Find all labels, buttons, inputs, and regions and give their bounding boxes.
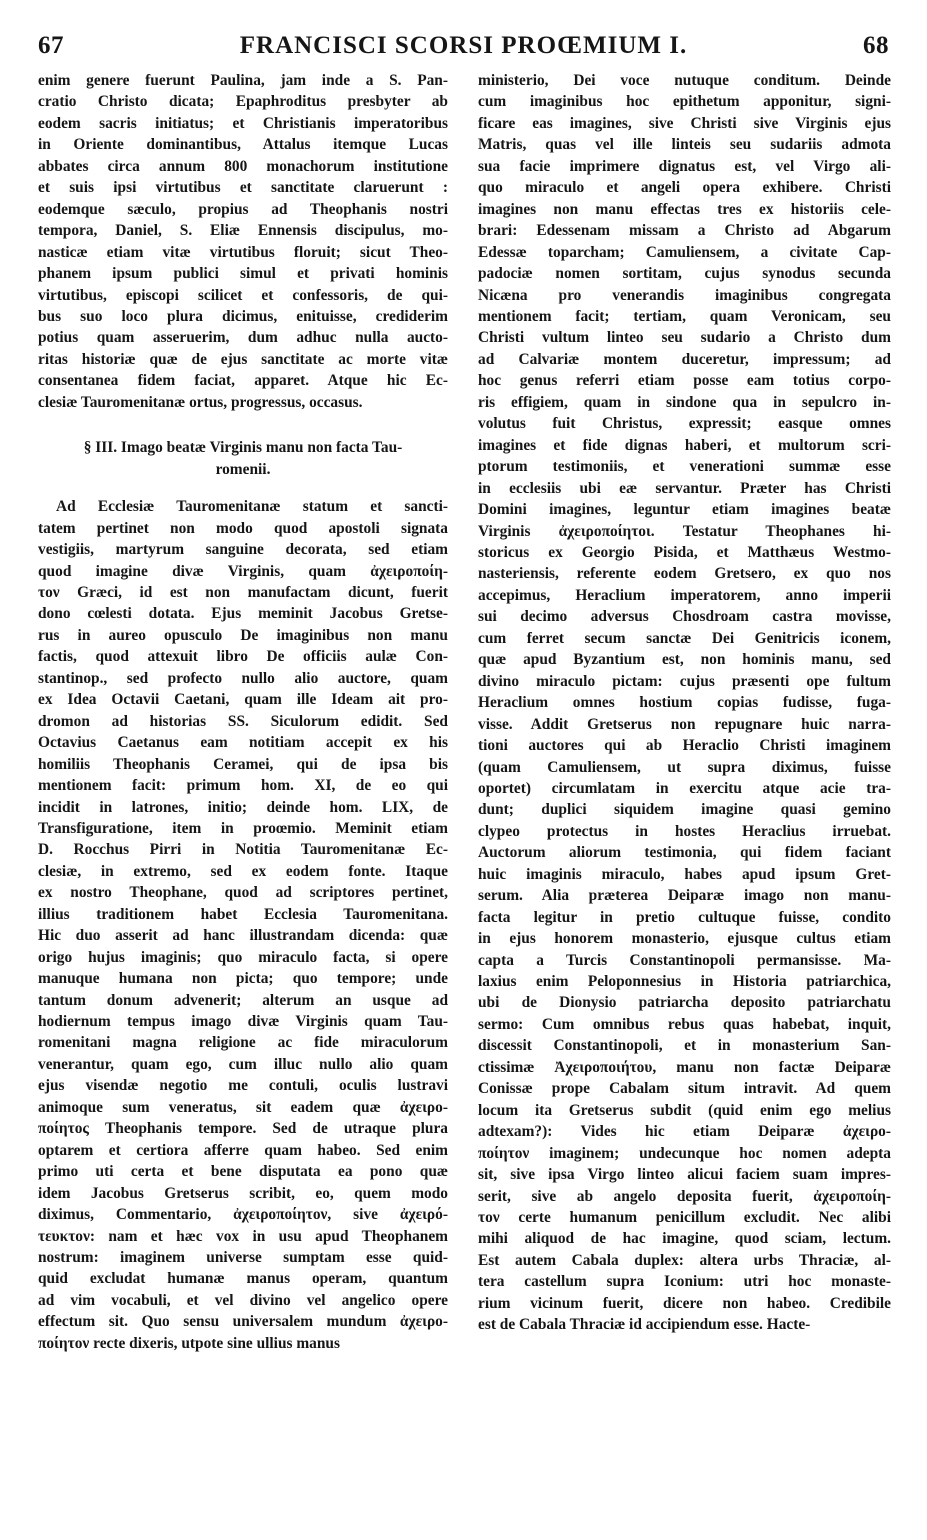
running-header — [38, 32, 889, 66]
text-line: eodemque sæculo, propius ad Theophanis nostri — [38, 200, 448, 218]
text-line: et suis ipsi virtutibus et sanctitate claruerunt : — [38, 179, 448, 197]
text-line: effectum sit. Quo sensu universalem mundum ἀχειρο- — [38, 1313, 448, 1331]
right-text-column — [478, 70, 891, 1336]
text-line: tantum donum advenerit; alterum an usque ad — [38, 991, 448, 1009]
text-line: Auctorum aliorum testimonia, qui fidem faciant — [478, 844, 891, 862]
section-heading-imago — [38, 437, 448, 480]
text-line: ubi de Dionysio patriarcha deposito patriarchatu — [478, 994, 891, 1012]
text-line: τευκτον: nam et hæc vox in usu apud Theophanem — [38, 1227, 448, 1245]
text-line: dromon ad historias SS. Siculorum edidit. Sed — [38, 712, 448, 730]
text-line: ex nostro Theophane, quod ad scriptores pertinet, — [38, 884, 448, 902]
text-line: Edessæ toparcham; Camuliensem, a civitate Cap- — [478, 243, 891, 261]
text-line: quid excludat humanæ manus operam, quantum — [38, 1270, 448, 1288]
text-line: imagines non manu effectas tres ex historiis cele- — [478, 200, 891, 218]
text-line: Matris, quas vel ille linteis seu sudariis admota — [478, 136, 891, 154]
text-line: rium vicinum fuerit, dicere non habeo. Credibile — [478, 1294, 891, 1312]
text-line: ptorum testimoniis, et venerationi summæ esse — [478, 458, 891, 476]
text-line: padociæ nomen sortitam, cujus synodus secunda — [478, 265, 891, 283]
text-line: tempora, Daniel, S. Eliæ Ennensis discipulus, mo- — [38, 222, 448, 240]
text-line: manuque humana non picta; quo tempore; unde — [38, 970, 448, 988]
text-line: ad Calvariæ montem duceretur, impressum; ad — [478, 350, 891, 368]
text-line: ministerio, Dei voce nutuque conditum. Deinde — [478, 72, 891, 89]
text-line: romenitani magna religione ac fide miraculorum — [38, 1034, 448, 1052]
text-line: serum. Alia præterea Deiparæ imago non manu- — [478, 887, 891, 905]
text-line: laxius enim Peloponnesius in Historia patriarchica, — [478, 973, 891, 991]
text-line: homiliis Theophanis Cerameі, qui de ipsa bis — [38, 755, 448, 773]
paragraph-ecclesia-history — [38, 70, 448, 413]
text-line: sermo: Cum omnibus rebus quas habebat, inquit, — [478, 1015, 891, 1033]
text-line: stantinop., sed profecto nullo alio auctore, quam — [38, 669, 448, 687]
running-title: FRANCISCI SCORSI PROŒMIUM I. — [239, 32, 688, 59]
text-line: oportet) circumlatam in exercitu atque acie tra- — [478, 779, 891, 797]
text-line: ejus visendæ negotio me contuli, oculis lustravi — [38, 1077, 448, 1095]
text-line: accepimus, Heraclium imperatorem, anno imperii — [478, 586, 891, 604]
text-line: diximus, Commentario, ἀχειροποίητον, sive ἀχειρό- — [38, 1206, 448, 1224]
text-line: Christi vultum linteo seu sudario a Christo dum — [478, 329, 891, 347]
text-line: sui decimo adversus Chosdroam castra movisse, — [478, 608, 891, 626]
text-line: bus suo loco plura dicimus, enituisse, crediderim — [38, 307, 448, 325]
text-line: D. Rocchus Pirri in Notitia Tauromenitanæ Ec- — [38, 841, 448, 859]
text-line: ποίητον imaginem; undecunque hoc nomen adepta — [478, 1144, 891, 1162]
text-line: in ejus honorem monasterio, ejusque cultus etiam — [478, 930, 891, 948]
text-line: quo miraculo et angeli opera exhibere. Christi — [478, 179, 891, 197]
text-line: dono cœlesti dotata. Ejus meminit Jacobus Gretse- — [38, 605, 448, 623]
text-line: § III. Imago beatæ Virginis manu non facta Tau- — [83, 439, 403, 457]
text-line: hoc genus referri etiam posse eam totius corpo- — [478, 372, 891, 390]
text-line: facta legitur in pretio cultuque fuisse, condito — [478, 908, 891, 926]
text-line: huic imaginis miraculo, habes apud ipsum Gret- — [478, 865, 891, 883]
text-line: sit, sive ipsa Virgo linteo alicui faciem suam impres- — [478, 1166, 891, 1184]
left-text-column — [38, 70, 448, 1354]
text-line: hodiernum tempus imago divæ Virginis quam Tau- — [38, 1013, 448, 1031]
text-line: in Oriente dominantibus, Attalus itemque Lucas — [38, 136, 448, 154]
text-line: Heraclium omnes hostium copias fudisse, fuga- — [478, 694, 891, 712]
text-line: ficare eas imagines, sive Christi sive Virginis ejus — [478, 114, 891, 132]
text-line: cratio Christo dicata; Epaphroditus presbyter ab — [38, 93, 448, 111]
text-line: potius quam asseruerim, dum adhuc nulla aucto- — [38, 329, 448, 347]
text-line: storicus ex Georgio Pisida, et Matthæus Westmo- — [478, 543, 891, 561]
text-line: cum imaginibus hoc epithetum apponitur, signi- — [478, 93, 891, 111]
text-line: primo uti certa et bene disputata ea pono quæ — [38, 1163, 448, 1181]
text-line: consentanea fidem faciat, apparet. Atque hic Ec- — [38, 372, 448, 390]
text-line: vestigiis, martyrum sanguine decorata, sed etiam — [38, 541, 448, 559]
text-line: tatem pertinet non modo quod apostoli signata — [38, 519, 448, 537]
text-line: factis, quod attexuit libro De officiis aulæ Con- — [38, 648, 448, 666]
text-line: Domini imagines, leguntur etiam imagines beatæ — [478, 501, 891, 519]
text-line: ποίητον recte dixeris, utpote sine ullius manus — [38, 1334, 340, 1352]
text-line: clesiæ, in extremo, sed ex eodem fonte. Itaque — [38, 862, 448, 880]
text-line: origo hujus imaginis; quo miraculo facta, si opere — [38, 948, 448, 966]
text-line: visse. Addit Gretserus non repugnare huic narra- — [478, 715, 891, 733]
text-line: rus in aureo opusculo De imaginibus non manu — [38, 626, 448, 644]
text-line: ex Idea Octavii Caetani, quam ille Ideam ait pro- — [38, 691, 448, 709]
text-line: Transfiguratione, item in proœmio. Meminit etiam — [38, 819, 448, 837]
text-line: adtexam?): Vides hic etiam Deiparæ ἀχειρο- — [478, 1123, 891, 1141]
text-line: mentionem facit; tertiam, quam Veronicam, seu — [478, 307, 891, 325]
text-line: nostrum: imaginem universe sumptam esse quid- — [38, 1249, 448, 1267]
text-line: quæ apud Byzantium est, non hominis manu, sed — [478, 651, 891, 669]
text-line: Est autem Cabala duplex: altera urbs Thraciæ, al- — [478, 1251, 891, 1269]
text-line: clypeo protectus in hostes Heraclius irruebat. — [478, 822, 891, 840]
text-line: virtutibus, episcopi scilicet et confessoris, de qui- — [38, 286, 448, 304]
text-line: optarem et certiora afferre quam habeo. Sed enim — [38, 1141, 448, 1159]
text-line: tera castellum supra Iconium: utri hoc monaste- — [478, 1273, 891, 1291]
text-line: dunt; duplici siquidem imagine quasi gemino — [478, 801, 891, 819]
text-line: Nicæna pro venerandis imaginibus congregata — [478, 286, 891, 304]
text-line: sua facie imprimere dignatus est, vel Virgo ali- — [478, 157, 891, 175]
text-line: Conissæ prope Cabalam situm intravit. Ad quem — [478, 1080, 891, 1098]
text-line: cum ferret secum sanctæ Dei Genitricis iconem, — [478, 629, 891, 647]
text-line: (quam Camuliensem, ut supra diximus, fuisse — [478, 758, 891, 776]
text-line: brari: Edessenam missam a Christo ad Abgarum — [478, 222, 891, 240]
text-line: ctissimæ Ἀχειροποιήτου, manu non factæ Deiparæ — [478, 1058, 891, 1076]
text-line: τον certe humanum penicillum excludit. Nec alibi — [478, 1209, 891, 1227]
text-line: capta a Turcis Constantinopoli permansisse. Ma- — [478, 951, 891, 969]
text-line: illius traditionem habet Ecclesia Tauromenitana. — [38, 905, 448, 923]
text-line: phanem ipsum publici simul et privati hominis — [38, 265, 448, 283]
text-line: discessit Constantinopoli, et in monasterium San- — [478, 1037, 891, 1055]
text-line: in ecclesiis ubi eæ servantur. Præter has Christi — [478, 479, 891, 497]
text-line: incidit in latrones, initio; deinde hom. LIX, de — [38, 798, 448, 816]
text-line: eodem sacris initiatus; et Christianis imperatoribus — [38, 114, 448, 132]
text-line: est de Cabala Thraciæ id accipiendum esse. Hacte- — [478, 1316, 811, 1334]
right-page-number: 68 — [863, 32, 889, 59]
text-line: venerantur, quam ego, cum illuc nullo alio quam — [38, 1055, 448, 1073]
paragraph-imago-discussion — [38, 496, 448, 1354]
text-line: Virginis ἀχειροποίητοι. Testatur Theophanes hi- — [478, 522, 891, 540]
text-line: ποίητος Theophanis tempore. Sed de utraque plura — [38, 1120, 448, 1138]
text-line: ad vim vocabuli, et vel divino vel angelico opere — [38, 1291, 448, 1309]
text-line: Hic duo asserit ad hanc illustrandam dicenda: quæ — [38, 927, 448, 945]
text-line: mentionem facit: primum hom. XI, de eo qui — [38, 777, 448, 795]
text-line: Octavius Caetanus eam notitiam accepit ex his — [38, 734, 448, 752]
text-line: clesiæ Tauromenitanæ ortus, progressus, occasus. — [38, 393, 363, 411]
text-line: divino miraculo pictam: cujus præsenti ope fultum — [478, 672, 891, 690]
text-line: mihi aliquod de hac imagine, quod sciam, lectum. — [478, 1230, 891, 1248]
text-line: romenii. — [215, 460, 271, 478]
text-line: volutus fuit Christus, expressit; easque omnes — [478, 415, 891, 433]
text-line: tioni auctores qui ab Heraclio Christi imaginem — [478, 737, 891, 755]
text-line: serit, sive ab angelo deposita fuerit, ἀχειροποίη- — [478, 1187, 891, 1205]
text-line: imagines et fide dignas haberi, et multorum scri- — [478, 436, 891, 454]
text-line: quod imagine divæ Virginis, quam ἀχειροποίη- — [38, 562, 448, 580]
left-page-number: 67 — [38, 32, 64, 59]
text-line: idem Jacobus Gretserus scribit, eo, quem modo — [38, 1184, 448, 1202]
text-line: locum ita Gretserus subdit (quid enim ego melius — [478, 1101, 891, 1119]
text-line: ris effigiem, quam in sindone qua in sepulcro in- — [478, 393, 891, 411]
text-line: Ad Ecclesiæ Tauromenitanæ statum et sancti- — [56, 498, 448, 516]
text-line: τον Græci, id est non manufactam dicunt, fuerit — [38, 583, 448, 601]
text-line: animoque sum veneratus, sit eadem quæ ἀχειρο- — [38, 1098, 448, 1116]
text-line: nasteriensis, referente eodem Gretsero, ex quo nos — [478, 565, 891, 583]
text-line: enim genere fuerunt Paulina, jam inde a S. Pan- — [38, 72, 448, 89]
text-line: abbates circa annum 800 monachorum institutione — [38, 157, 448, 175]
text-line: ritas historiæ quæ de ejus sanctitate ac morte vitæ — [38, 350, 448, 368]
text-line: nasticæ etiam vitæ virtutibus floruit; sicut Theo- — [38, 243, 448, 261]
